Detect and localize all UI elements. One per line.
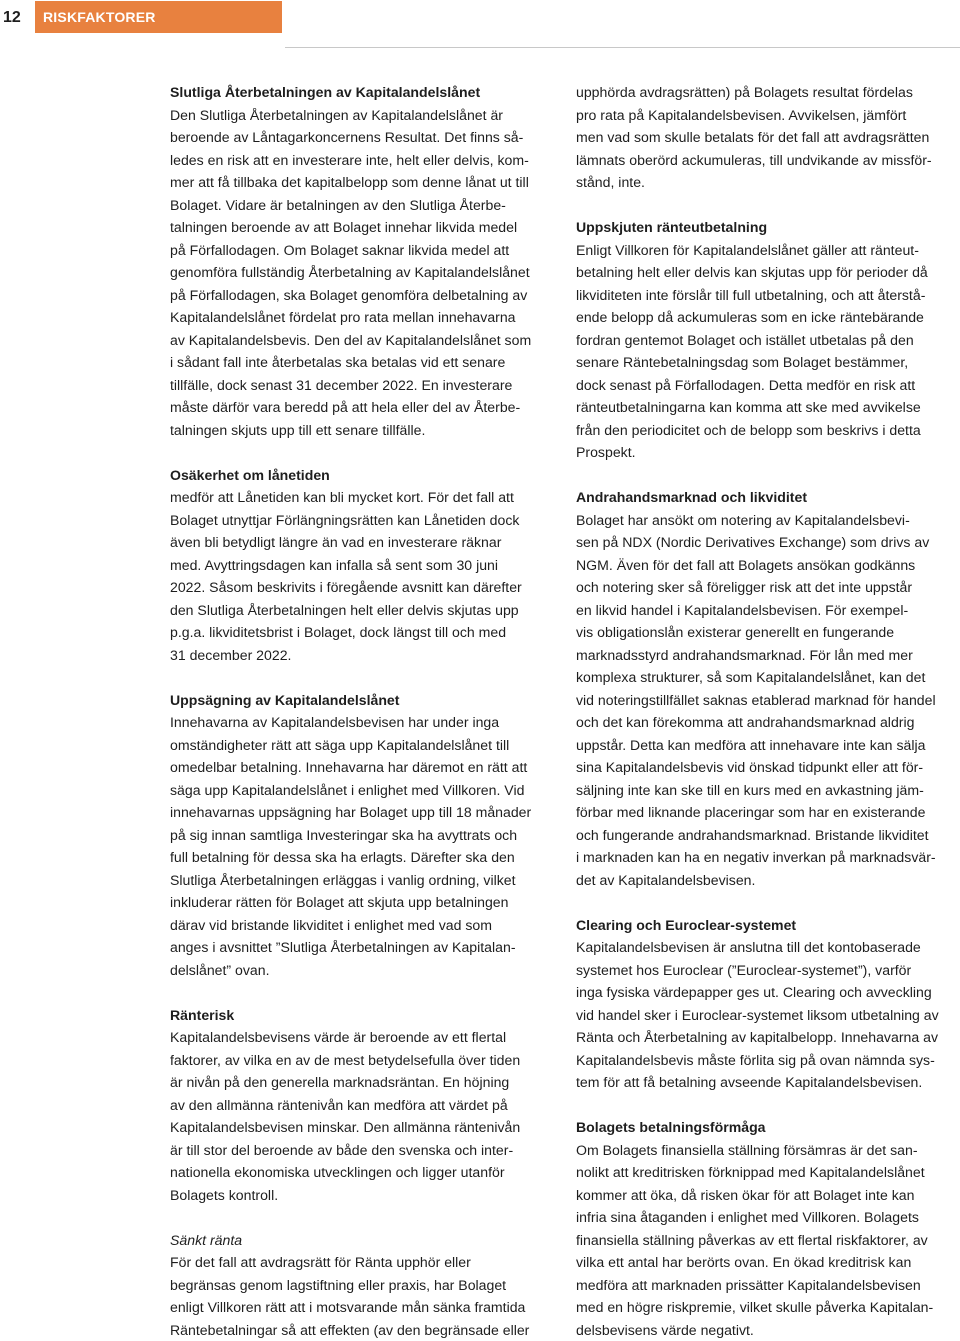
text-line: Bolagets kontroll. (170, 1184, 556, 1207)
text-line: delsbevisens värde negativt. (576, 1319, 960, 1341)
section-heading: Bolagets betalningsförmåga (576, 1116, 960, 1139)
text-line: en likvid handel i Kapitalandelsbevisen. För exempel- (576, 599, 960, 622)
paragraph-gap (170, 1206, 556, 1229)
text-line: Bolaget utnyttjar Förlängningsrätten kan Lånetiden dock (170, 509, 556, 532)
text-line: vid noteringstillfället saknas etablerad marknad för handel (576, 689, 960, 712)
text-line: systemet hos Euroclear (”Euroclear-systemet”), varför (576, 959, 960, 982)
text-line: ledes en risk att en investerare inte, helt eller delvis, kom- (170, 149, 556, 172)
text-line: och fungerande andrahandsmarknad. Bristande likviditet (576, 824, 960, 847)
text-line: begränsas genom lagstiftning eller praxis, har Bolaget (170, 1274, 556, 1297)
text-line: Kapitalandelsbevisen är anslutna till det kontobaserade (576, 936, 960, 959)
text-line: Slutliga Återbetalningen erläggas i vanlig ordning, vilket (170, 869, 556, 892)
text-line: i marknaden kan ha en negativ inverkan på marknadsvär- (576, 846, 960, 869)
text-line: betalning helt eller delvis kan skjutas upp för perioder då (576, 261, 960, 284)
text-line: nationella ekonomiska utvecklingen och ligger utanför (170, 1161, 556, 1184)
text-line: förbar med liknande placeringar som har en existerande (576, 801, 960, 824)
text-line: finansiella ställning påverkas av ett flertal riskfaktorer, av (576, 1229, 960, 1252)
header-divider (285, 47, 960, 48)
text-line: stånd, inte. (576, 171, 960, 194)
text-line: i sådant fall inte återbetalas ska betalas vid ett senare (170, 351, 556, 374)
text-line: Ränta och Återbetalning av kapitalbelopp. Innehavarna av (576, 1026, 960, 1049)
text-line: Kapitalandelsbevis måste förlita sig på ovan nämnda sys- (576, 1049, 960, 1072)
text-line: Kapitalandelsbevisens värde är beroende av ett flertal (170, 1026, 556, 1049)
paragraph-gap (576, 891, 960, 914)
text-line: ende belopp då ackumuleras som en icke räntebärande (576, 306, 960, 329)
text-line: även bli betydligt längre än vad en investerare räknar (170, 531, 556, 554)
text-line: av Kapitalandelsbevis. Den del av Kapitalandelslånet som (170, 329, 556, 352)
text-line: är nivån på den generella marknadsräntan. En höjning (170, 1071, 556, 1094)
text-line: mer att få tillbaka det kapitalbelopp som denne lånat ut till (170, 171, 556, 194)
page-header (0, 0, 960, 48)
text-line: Den Slutliga Återbetalningen av Kapitalandelslånet är (170, 104, 556, 127)
text-line: Enligt Villkoren för Kapitalandelslånet gäller att ränteut- (576, 239, 960, 262)
text-line: vid handel sker i Euroclear-systemet liksom utbetalning av (576, 1004, 960, 1027)
text-line: Bolaget har ansökt om notering av Kapitalandelsbevi- (576, 509, 960, 532)
text-line: säga upp Kapitalandelslånet i enlighet med Villkoren. Vid (170, 779, 556, 802)
text-line: Kapitalandelslånet fördelat pro rata mellan innehavarna (170, 306, 556, 329)
paragraph-gap (170, 666, 556, 689)
text-line: ränteutbetalningarna kan komma att ske med avvikelse (576, 396, 960, 419)
text-line: med. Avyttringsdagen kan infalla så sent som 30 juni (170, 554, 556, 577)
text-line: Prospekt. (576, 441, 960, 464)
text-line: Bolaget. Vidare är betalningen av den Slutliga Återbe- (170, 194, 556, 217)
text-line: faktorer, av vilka en av de mest betydelsefulla över tiden (170, 1049, 556, 1072)
text-line: tem för att få betalning avseende Kapitalandelsbevisen. (576, 1071, 960, 1094)
text-line: säljning inte kan ske till en kurs med en avkastning jäm- (576, 779, 960, 802)
text-line: talningen beroende av att Bolaget innehar likvida medel (170, 216, 556, 239)
section-heading: Slutliga Återbetalningen av Kapitalandelslånet (170, 81, 556, 104)
text-line: inkluderar rätten för Bolaget att skjuta upp betalningen (170, 891, 556, 914)
text-line: av den allmänna räntenivån kan medföra att värdet på (170, 1094, 556, 1117)
text-line: tillfälle, dock senast 31 december 2022. En investerare (170, 374, 556, 397)
text-line: delslånet” ovan. (170, 959, 556, 982)
text-line: medför att Lånetiden kan bli mycket kort. För det fall att (170, 486, 556, 509)
text-line: på sig innan samtliga Investeringar ska ha avyttrats och (170, 824, 556, 847)
paragraph-gap (170, 981, 556, 1004)
text-line: måste därför vara beredd på att hela eller del av Återbe- (170, 396, 556, 419)
text-line: på Förfallodagen, ska Bolaget genomföra delbetalning av (170, 284, 556, 307)
text-line: infria sina åtaganden i enlighet med Villkoren. Bolagets (576, 1206, 960, 1229)
text-line: fordran gentemot Bolaget och istället utbetalas på den (576, 329, 960, 352)
text-line: Kapitalandelsbevisen minskar. Den allmänna räntenivån (170, 1116, 556, 1139)
text-line: Räntebetalningar så att effekten (av den begränsade eller (170, 1319, 556, 1341)
text-line: lämnats oberörd ackumuleras, till undvikande av missför- (576, 149, 960, 172)
text-line: talningen skjuts upp till ett senare tillfälle. (170, 419, 556, 442)
right-text-column (576, 81, 960, 1341)
paragraph-gap (576, 1094, 960, 1117)
text-line: på Förfallodagen. Om Bolaget saknar likvida medel att (170, 239, 556, 262)
text-line: sina Kapitalandelsbevis vid önskad tidpunkt eller att för- (576, 756, 960, 779)
text-line: anges i avsnittet ”Slutliga Återbetalningen av Kapitalan- (170, 936, 556, 959)
paragraph-gap (576, 464, 960, 487)
text-line: nolikt att kreditrisken förknippad med Kapitalandelslånet (576, 1161, 960, 1184)
text-line: sen på NDX (Nordic Derivatives Exchange) som drivs av (576, 531, 960, 554)
text-line: omständigheter rätt att säga upp Kapitalandelslånet till (170, 734, 556, 757)
section-heading: Uppskjuten ränteutbetalning (576, 216, 960, 239)
paragraph-gap (170, 441, 556, 464)
text-line: p.g.a. likviditetsbrist i Bolaget, dock längst till och med (170, 621, 556, 644)
text-line: NGM. Även för det fall att Bolagets ansökan godkänns (576, 554, 960, 577)
page-number: 12 (0, 3, 33, 33)
text-line: vilka ett antal har berörts ovan. En ökad kreditrisk kan (576, 1251, 960, 1274)
text-line: 2022. Såsom beskrivits i föregående avsnitt kan därefter (170, 576, 556, 599)
text-line: genomföra fullständig Återbetalning av Kapitalandelslånet (170, 261, 556, 284)
text-line: det av Kapitalandelsbevisen. (576, 869, 960, 892)
text-line: komplexa strukturer, så som Kapitalandelslånet, kan det (576, 666, 960, 689)
text-line: dock senast på Förfallodagen. Detta medför en risk att (576, 374, 960, 397)
text-line: senare Räntebetalningsdag som Bolaget bestämmer, (576, 351, 960, 374)
text-line: likviditeten inte förslår till full utbetalning, och att återstå- (576, 284, 960, 307)
text-line: omedelbar betalning. Innehavarna har däremot en rätt att (170, 756, 556, 779)
section-heading: Ränterisk (170, 1004, 556, 1027)
section-heading: Andrahandsmarknad och likviditet (576, 486, 960, 509)
text-line: marknadsstyrd andrahandsmarknad. För lån med mer (576, 644, 960, 667)
text-line: pro rata på Kapitalandelsbevisen. Avvikelsen, jämfört (576, 104, 960, 127)
text-line: medföra att marknaden prissätter Kapitalandelsbevisen (576, 1274, 960, 1297)
text-line: beroende av Låntagarkoncernens Resultat. Det finns så- (170, 126, 556, 149)
text-line: från den periodicitet och de belopp som beskrivs i detta (576, 419, 960, 442)
text-line: innehavarnas uppsägning har Bolaget upp till 18 månader (170, 801, 556, 824)
text-line: full betalning för dessa ska ha erlagts. Därefter ska den (170, 846, 556, 869)
text-line: enligt Villkoren rätt att i motsvarande mån sänka framtida (170, 1296, 556, 1319)
text-line: är till stor del beroende av både den svenska och inter- (170, 1139, 556, 1162)
text-line: För det fall att avdragsrätt för Ränta upphör eller (170, 1251, 556, 1274)
text-line: 31 december 2022. (170, 644, 556, 667)
section-title: RISKFAKTORER (35, 1, 282, 33)
text-line: uppstår. Detta kan medföra att innehavare inte kan sälja (576, 734, 960, 757)
text-line: vis obligationslån existerar generellt en fungerande (576, 621, 960, 644)
text-line: upphörda avdragsrätten) på Bolagets resultat fördelas (576, 81, 960, 104)
text-line: inga fysiska värdepapper ges ut. Clearing och avveckling (576, 981, 960, 1004)
text-line: och notering sker så föreligger risk att det inte uppstår (576, 576, 960, 599)
subheading: Sänkt ränta (170, 1229, 556, 1252)
text-line: men vad som skulle betalats för det fall att avdragsrätten (576, 126, 960, 149)
section-heading: Clearing och Euroclear-systemet (576, 914, 960, 937)
text-line: därav vid bristande likviditet i enlighet med vad som (170, 914, 556, 937)
text-line: och det kan förekomma att andrahandsmarknad aldrig (576, 711, 960, 734)
text-line: den Slutliga Återbetalningen helt eller delvis skjutas upp (170, 599, 556, 622)
text-line: Om Bolagets finansiella ställning försämras är det san- (576, 1139, 960, 1162)
section-heading: Osäkerhet om lånetiden (170, 464, 556, 487)
text-line: med en högre riskpremie, vilket skulle påverka Kapitalan- (576, 1296, 960, 1319)
text-line: kommer att öka, då risken ökar för att Bolaget inte kan (576, 1184, 960, 1207)
left-text-column (170, 81, 556, 1341)
paragraph-gap (576, 194, 960, 217)
text-line: Innehavarna av Kapitalandelsbevisen har under inga (170, 711, 556, 734)
section-heading: Uppsägning av Kapitalandelslånet (170, 689, 556, 712)
